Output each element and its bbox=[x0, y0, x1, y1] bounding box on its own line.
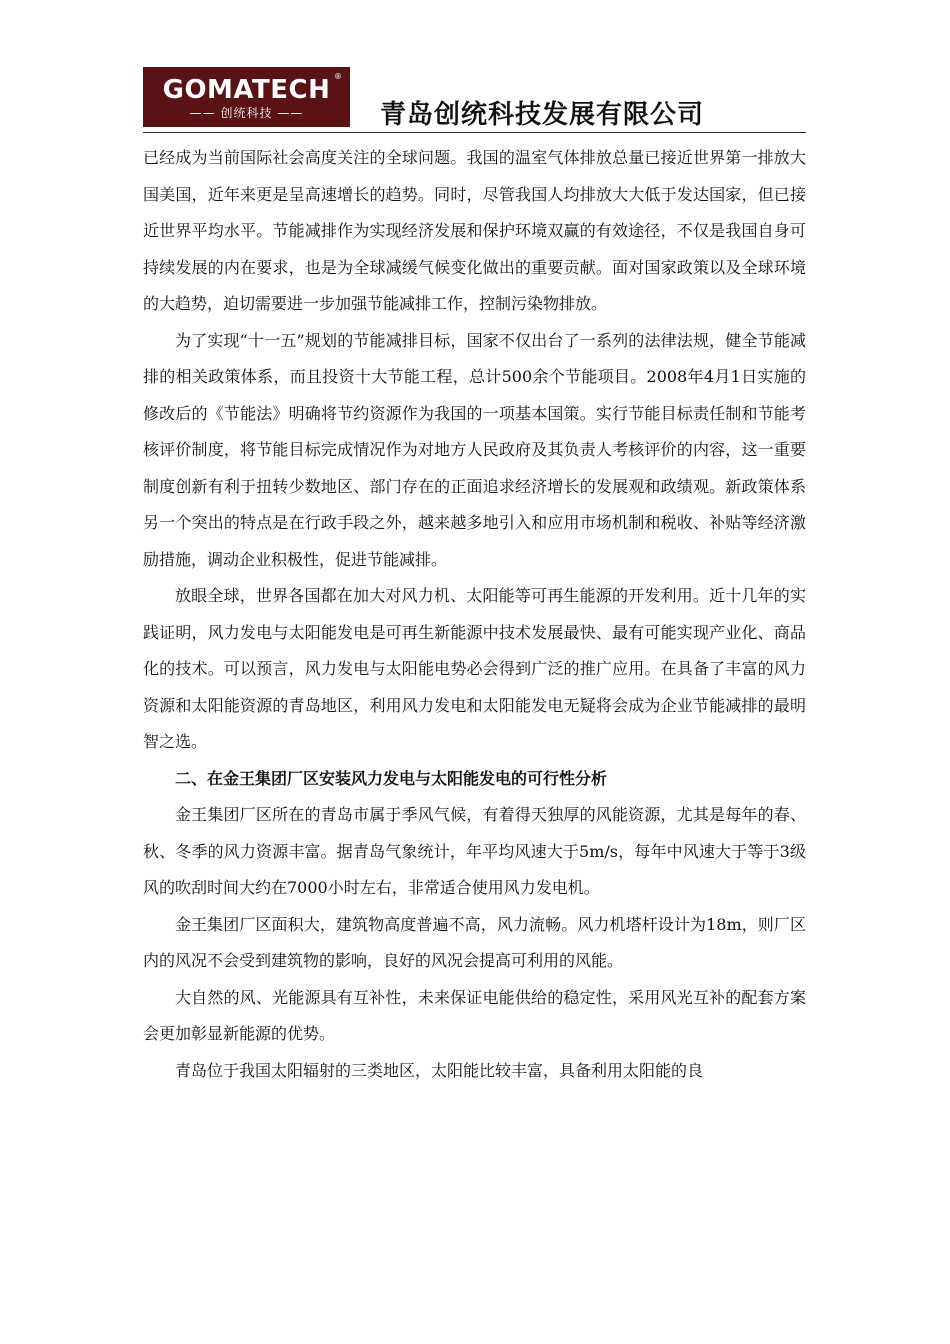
paragraph-site-conditions: 金王集团厂区面积大，建筑物高度普遍不高，风力流畅。风力机塔杆设计为18m，则厂区内的风况不会受到建筑物的影响，良好的风况会提高可利用的风能。 bbox=[143, 914, 806, 970]
document-body bbox=[143, 140, 806, 1089]
paragraph-continuation: 已经成为当前国际社会高度关注的全球问题。我国的温室气体排放总量已接近世界第一排放大国美国，近年来更是呈高速增长的趋势。同时，尽管我国人均排放大大低于发达国家，但已接近世界平均水平。节能减排作为实现经济发展和保护环境双赢的有效途径，不仅是我国自身可持续发展的内在要求，也是为全球减缓气候变化做出的重要贡献。面对国家政策以及全球环境的大趋势，迫切需要进一步加强节能减排工作，控制污染物排放。 bbox=[143, 148, 806, 313]
logo-wordmark: GOMATECH bbox=[162, 75, 331, 105]
paragraph-global-outlook: 放眼全球，世界各国都在加大对风力机、太阳能等可再生能源的开发利用。近十几年的实践证明，风力发电与太阳能发电是可再生新能源中技术发展最快、最有可能实现产业化、商品化的技术。可以预言，风力发电与太阳能电势必会得到广泛的推广应用。在具备了丰富的风力资源和太阳能资源的青岛地区，利用风力发电和太阳能发电无疑将会成为企业节能减排的最明智之选。 bbox=[143, 586, 806, 751]
paragraph-solar-resource: 青岛位于我国太阳辐射的三类地区，太阳能比较丰富，具备利用太阳能的良 bbox=[175, 1060, 704, 1080]
logo-subtext: —— 创统科技 —— bbox=[189, 106, 304, 120]
paragraph-complementarity: 大自然的风、光能源具有互补性，未来保证电能供给的稳定性，采用风光互补的配套方案会更加彰显新能源的优势。 bbox=[143, 987, 806, 1043]
header-divider bbox=[143, 132, 806, 133]
paragraph-wind-resource: 金王集团厂区所在的青岛市属于季风气候，有着得天独厚的风能资源，尤其是每年的春、秋、冬季的风力资源丰富。据青岛气象统计，年平均风速大于5m/s，每年中风速大于等于3级风的吹刮时间大约在7000小时左右，非常适合使用风力发电机。 bbox=[143, 805, 806, 897]
page-header bbox=[143, 67, 806, 133]
company-logo bbox=[143, 67, 350, 127]
section-heading: 二、在金王集团厂区安装风力发电与太阳能发电的可行性分析 bbox=[175, 768, 608, 788]
company-name: 青岛创统科技发展有限公司 bbox=[380, 100, 705, 130]
registered-mark: ® bbox=[334, 72, 342, 81]
paragraph-policy: 为了实现“十一五”规划的节能减排目标，国家不仅出台了一系列的法律法规，健全节能减排的相关政策体系，而且投资十大节能工程，总计500余个节能项目。2008年4月1日实施的修改后的《节能法》明确将节约资源作为我国的一项基本国策。实行节能目标责任制和节能考核评价制度，将节能目标完成情况作为对地方人民政府及其负责人考核评价的内容，这一重要制度创新有利于扭转少数地区、部门存在的正面追求经济增长的发展观和政绩观。新政策体系另一个突出的特点是在行政手段之外，越来越多地引入和应用市场机制和税收、补贴等经济激励措施，调动企业积极性，促进节能减排。 bbox=[143, 330, 806, 569]
